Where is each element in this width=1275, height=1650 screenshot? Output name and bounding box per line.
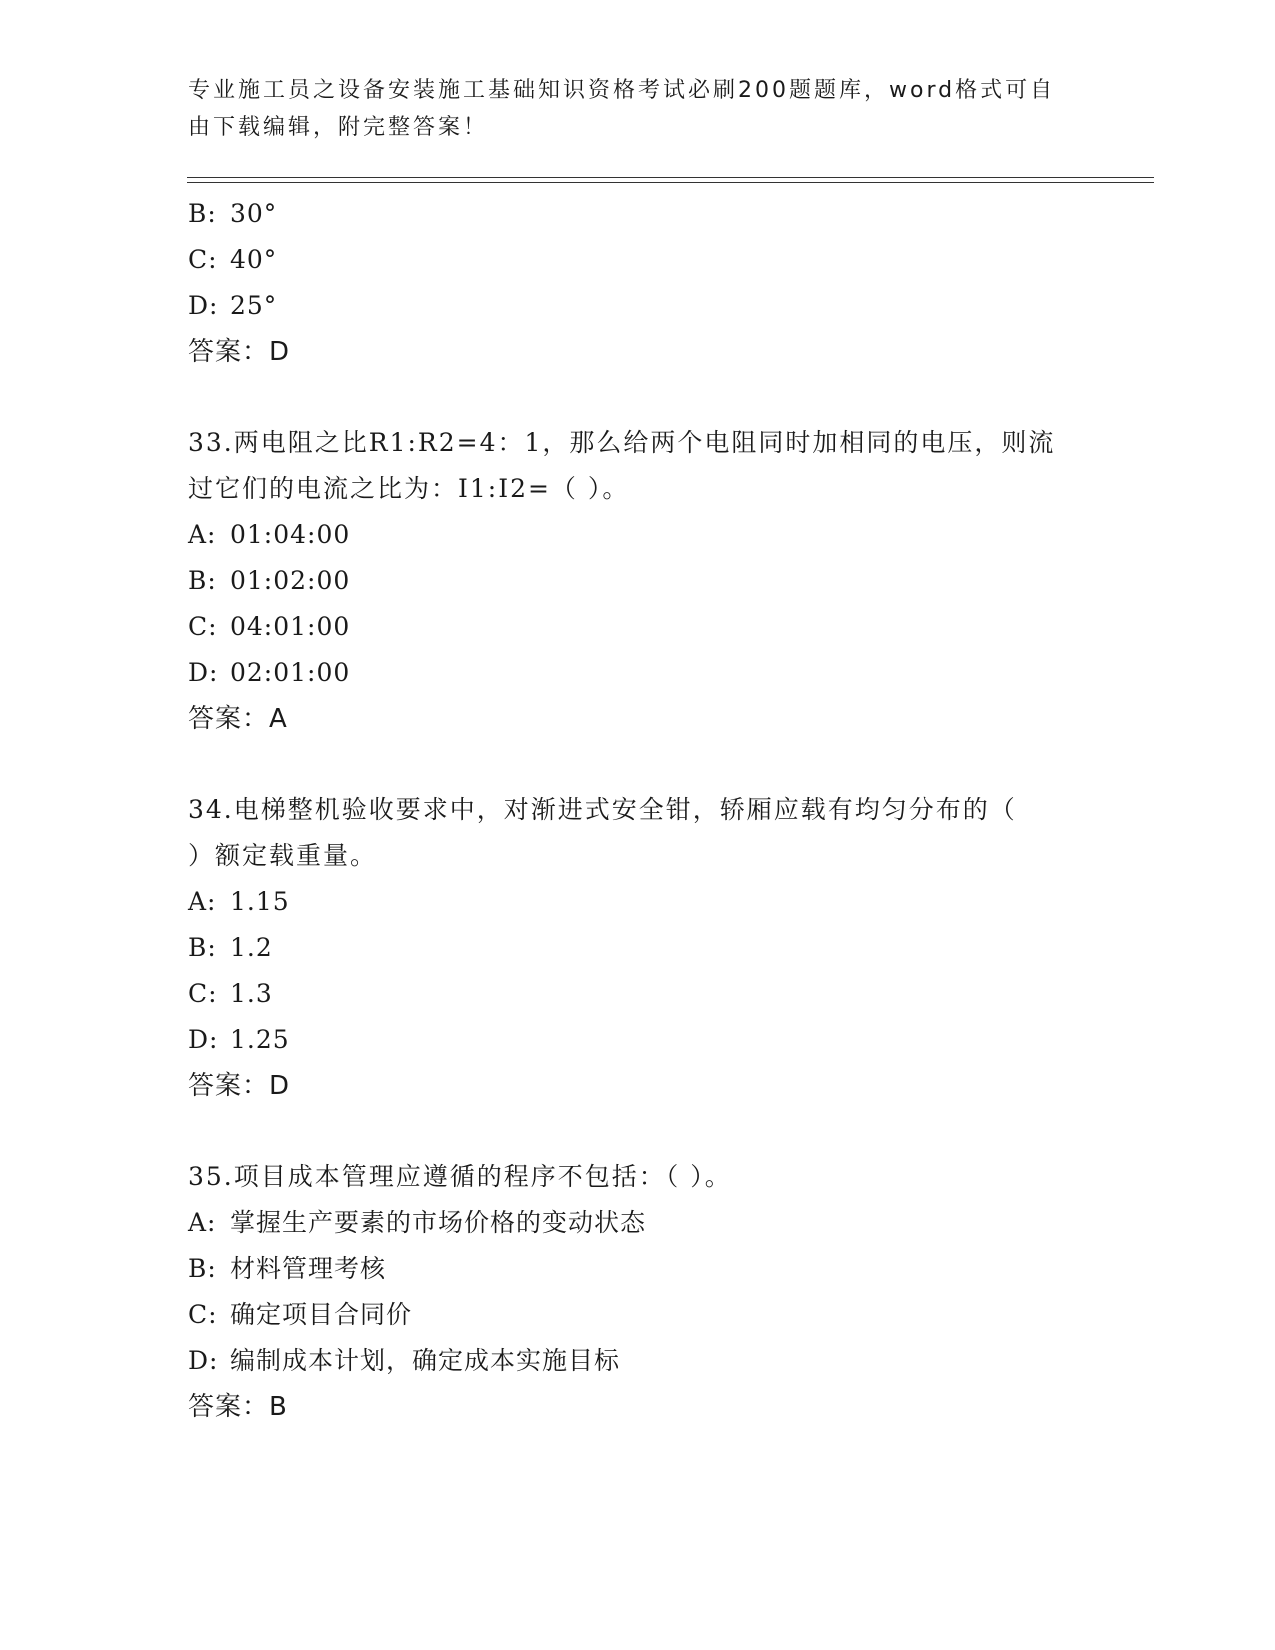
question-stem-continued: ）额定载重量。 <box>188 841 378 870</box>
header-divider-top <box>187 177 1154 178</box>
option-text: 1.3 <box>230 979 273 1008</box>
option-line <box>188 971 1088 1017</box>
option-letter: A: <box>188 520 217 549</box>
option-letter: B: <box>188 566 217 595</box>
option-text: 1.25 <box>230 1025 290 1054</box>
answer-line: 答案：B <box>188 1392 288 1422</box>
option-line <box>188 1338 1088 1384</box>
option-line <box>188 1017 1088 1063</box>
option-letter: D: <box>188 1025 219 1054</box>
option-line <box>188 604 1088 650</box>
answer-line: 答案：A <box>188 704 288 734</box>
option-line <box>188 1200 1088 1246</box>
question-block-34 <box>188 787 1088 1109</box>
question-stem: 33.两电阻之比R1:R2=4：1，那么给两个电阻同时加相同的电压，则流 <box>188 428 1056 457</box>
option-letter: C: <box>188 612 218 641</box>
option-letter: D: <box>188 658 219 687</box>
option-letter: D: <box>188 291 219 320</box>
spacer <box>188 1109 1088 1154</box>
option-text: 25° <box>230 291 278 320</box>
option-text: 02:01:00 <box>230 658 351 687</box>
option-text: 04:01:00 <box>230 612 351 641</box>
option-letter: B: <box>188 933 217 962</box>
question-stem: 34.电梯整机验收要求中，对渐进式安全钳，轿厢应载有均匀分布的（ <box>188 795 1017 824</box>
document-header: 专业施工员之设备安装施工基础知识资格考试必刷200题题库，word格式可自由下载编辑，附完整答案！ <box>188 78 1056 140</box>
spacer <box>188 375 1088 420</box>
option-letter: C: <box>188 979 218 1008</box>
option-letter: A: <box>188 887 217 916</box>
option-line <box>188 558 1088 604</box>
option-letter: D: <box>188 1346 219 1375</box>
option-letter: A: <box>188 1208 217 1237</box>
option-line <box>188 879 1088 925</box>
question-block-33 <box>188 420 1088 742</box>
answer-line: 答案：D <box>188 337 291 367</box>
option-text: 确定项目合同价 <box>230 1300 413 1329</box>
option-line <box>188 191 1088 237</box>
option-line <box>188 512 1088 558</box>
option-line <box>188 1246 1088 1292</box>
question-content <box>188 191 1088 1430</box>
prev-question-block <box>188 191 1088 375</box>
question-stem: 35.项目成本管理应遵循的程序不包括：（ ）。 <box>188 1162 732 1191</box>
option-text: 01:02:00 <box>230 566 351 595</box>
question-block-35 <box>188 1154 1088 1430</box>
option-line <box>188 237 1088 283</box>
option-letter: C: <box>188 245 218 274</box>
header-divider-bottom <box>187 182 1154 183</box>
option-line <box>188 283 1088 329</box>
option-text: 1.2 <box>230 933 273 962</box>
option-line <box>188 1292 1088 1338</box>
option-letter: B: <box>188 1254 217 1283</box>
option-line <box>188 650 1088 696</box>
option-letter: B: <box>188 199 217 228</box>
answer-line: 答案：D <box>188 1071 291 1101</box>
option-text: 40° <box>230 245 278 274</box>
spacer <box>188 742 1088 787</box>
option-text: 30° <box>230 199 278 228</box>
question-stem-continued: 过它们的电流之比为：I1:I2=（ ）。 <box>188 474 630 503</box>
option-text: 掌握生产要素的市场价格的变动状态 <box>230 1208 647 1237</box>
option-text: 编制成本计划，确定成本实施目标 <box>230 1346 621 1375</box>
option-text: 材料管理考核 <box>230 1254 387 1283</box>
option-text: 1.15 <box>230 887 290 916</box>
option-text: 01:04:00 <box>230 520 351 549</box>
option-letter: C: <box>188 1300 218 1329</box>
option-line <box>188 925 1088 971</box>
